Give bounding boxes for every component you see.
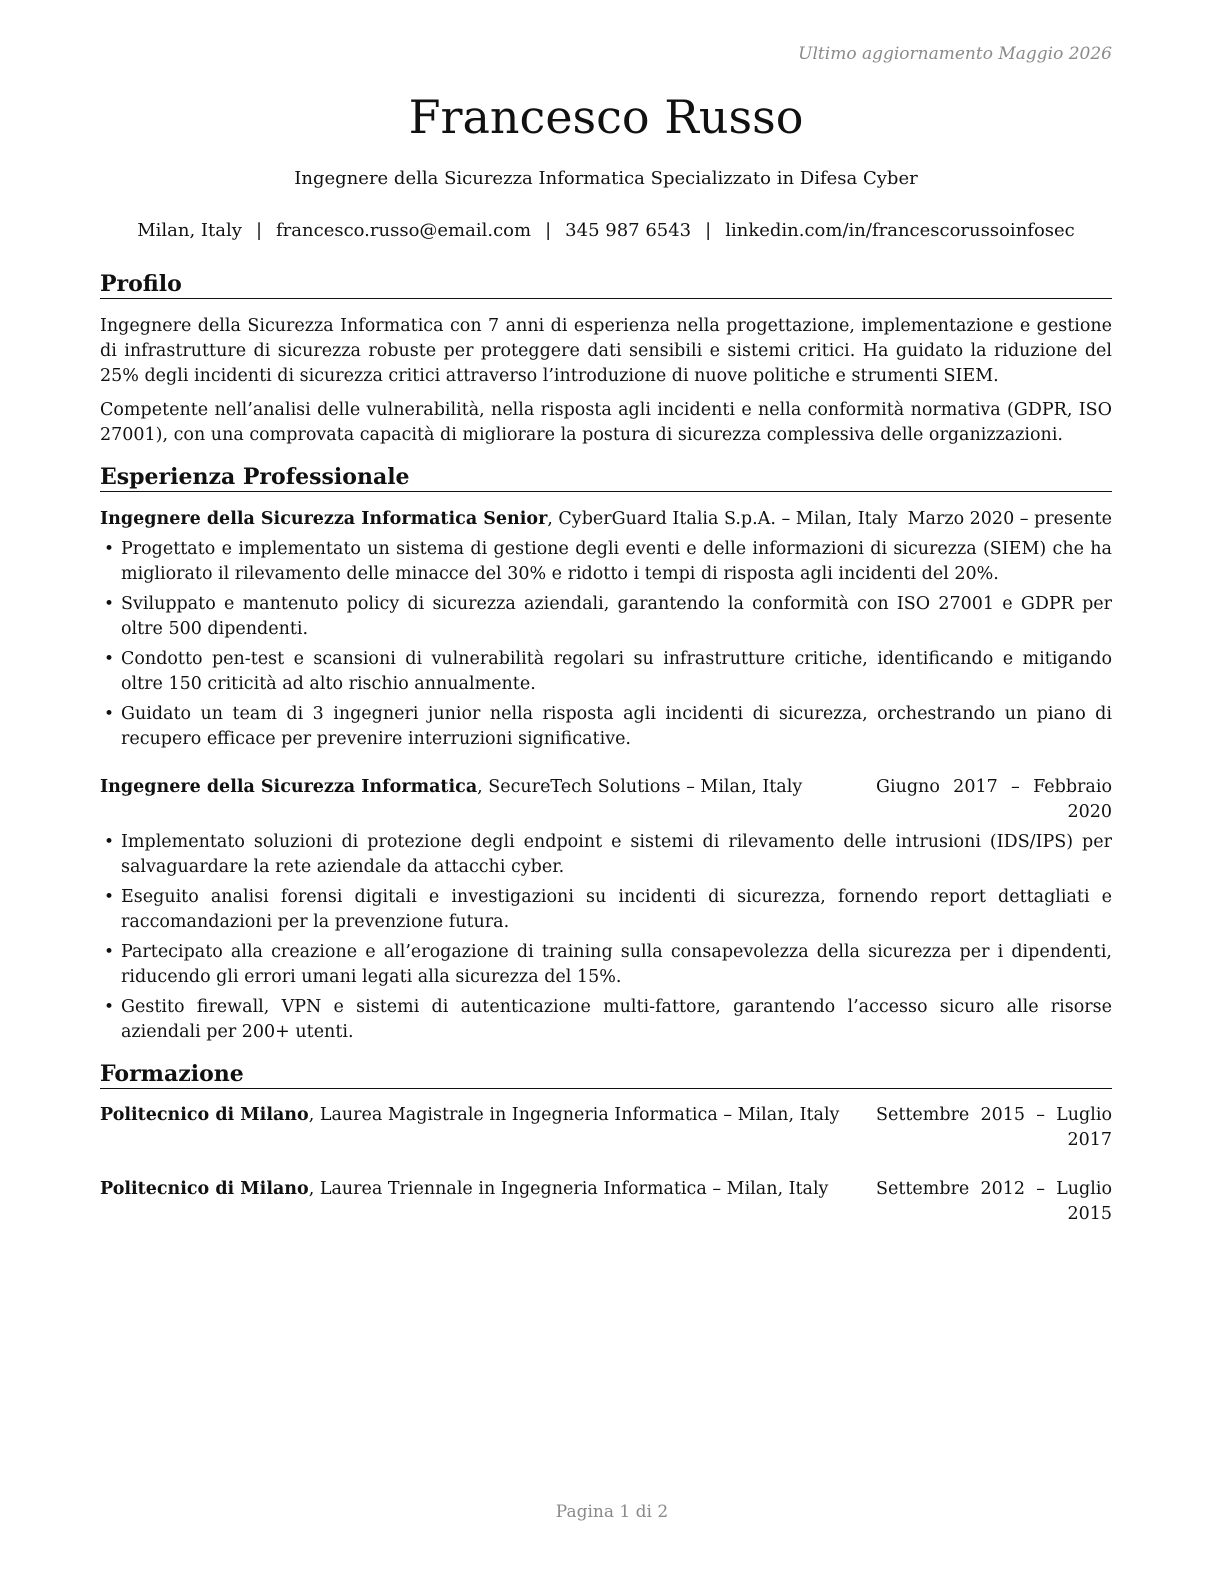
- job-company: , CyberGuard Italia S.p.A. – Milan, Italy: [547, 509, 898, 529]
- contact-email[interactable]: francesco.russo@email.com: [276, 220, 532, 241]
- contact-phone: 345 987 6543: [565, 220, 692, 241]
- contact-separator: |: [705, 220, 712, 241]
- contact-separator: |: [255, 220, 263, 241]
- list-item: • Sviluppato e mantenuto policy di sicurezza aziendali, garantendo la conformità con ISO 27001 e GDPR per oltre 500 dipendenti.: [104, 594, 1112, 639]
- degree: , Laurea Triennale in Ingegneria Informatica – Milan, Italy: [308, 1179, 829, 1199]
- contact-linkedin[interactable]: linkedin.com/in/francescorussoinfosec: [725, 220, 1075, 241]
- job-dates: Marzo 2020 – presente: [907, 509, 1112, 529]
- school-name: Politecnico di Milano: [100, 1179, 309, 1199]
- job-dates: Giugno 2017 – Febbraio 2020: [876, 777, 1112, 822]
- education-dates: Settembre 2015 – Luglio 2017: [876, 1105, 1112, 1150]
- candidate-name: Francesco Russo: [408, 90, 804, 144]
- section-heading-experience: Esperienza Professionale: [100, 463, 1112, 492]
- profile-paragraph: Competente nell’analisi delle vulnerabilità, nella risposta agli incidenti e nella conformità normativa (GDPR, ISO 27001), con una comprovata capacità di migliorare la postura di sicurezza complessiva delle organizzazioni.: [100, 400, 1112, 445]
- job-bullets: [100, 830, 1112, 1050]
- job-bullets: [100, 537, 1112, 757]
- last-updated: Ultimo aggiornamento Maggio 2026: [798, 44, 1112, 64]
- section-heading-education: Formazione: [100, 1060, 1112, 1089]
- candidate-headline: Ingegnere della Sicurezza Informatica Specializzato in Difesa Cyber: [294, 168, 918, 189]
- job-company: , SecureTech Solutions – Milan, Italy: [477, 777, 803, 797]
- list-item: • Progettato e implementato un sistema di gestione degli eventi e delle informazioni di sicurezza (SIEM) che ha migliorato il rilevamento delle minacce del 30% e ridotto i tempi di risposta agli incidenti del 20%.: [104, 539, 1112, 584]
- education-dates: Settembre 2012 – Luglio 2015: [876, 1179, 1112, 1224]
- contact-location: Milan, Italy: [137, 220, 242, 241]
- list-item: • Implementato soluzioni di protezione degli endpoint e sistemi di rilevamento delle intrusioni (IDS/IPS) per salvaguardare la rete aziendale da attacchi cyber.: [104, 832, 1112, 877]
- list-item: • Eseguito analisi forensi digitali e investigazioni su incidenti di sicurezza, fornendo report dettagliati e raccomandazioni per la prevenzione futura.: [104, 887, 1112, 932]
- page-number: Pagina 1 di 2: [555, 1502, 669, 1522]
- job-title: Ingegnere della Sicurezza Informatica Senior: [100, 509, 548, 529]
- section-heading-profile: Profilo: [100, 270, 1112, 299]
- contact-line: [100, 219, 1112, 243]
- contact-separator: |: [545, 220, 552, 241]
- job-title: Ingegnere della Sicurezza Informatica: [100, 777, 478, 797]
- list-item: • Gestito firewall, VPN e sistemi di autenticazione multi-fattore, garantendo l’accesso sicuro alle risorse aziendali per 200+ utenti.: [104, 997, 1112, 1042]
- profile-paragraph: Ingegnere della Sicurezza Informatica con 7 anni di esperienza nella progettazione, implementazione e gestione di infrastrutture di sicurezza robuste per proteggere dati sensibili e sistemi critici. Ha guidato la riduzione del 25% degli incidenti di sicurezza critici attraverso l’introduzione di nuove politiche e strumenti SIEM.: [100, 316, 1112, 386]
- list-item: • Partecipato alla creazione e all’erogazione di training sulla consapevolezza della sicurezza per i dipendenti, riducendo gli errori umani legati alla sicurezza del 15%.: [104, 942, 1112, 987]
- degree: , Laurea Magistrale in Ingegneria Informatica – Milan, Italy: [308, 1105, 840, 1125]
- school-name: Politecnico di Milano: [100, 1105, 309, 1125]
- list-item: • Condotto pen-test e scansioni di vulnerabilità regolari su infrastrutture critiche, identificando e mitigando oltre 150 criticità ad alto rischio annualmente.: [104, 649, 1112, 694]
- list-item: • Guidato un team di 3 ingegneri junior nella risposta agli incidenti di sicurezza, orchestrando un piano di recupero efficace per prevenire interruzioni significative.: [104, 704, 1112, 749]
